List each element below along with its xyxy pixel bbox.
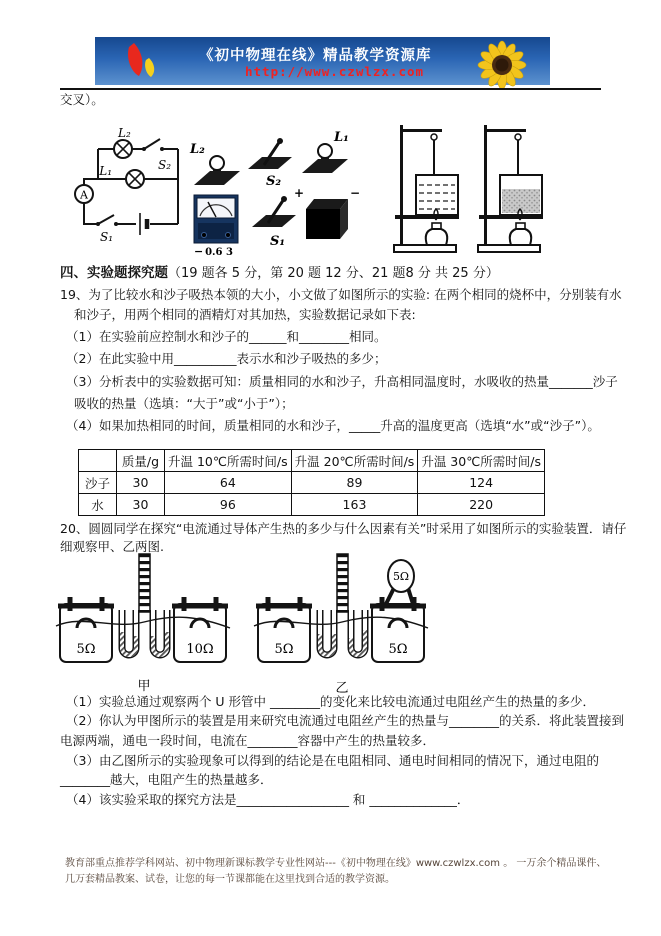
thermometer-icon	[515, 134, 521, 140]
table-header-cell: 质量/g	[117, 450, 165, 472]
ammeter-scale-label: 0.6 3	[205, 247, 233, 258]
section-heading	[60, 265, 499, 281]
q20-intro-line2: 细观察甲、乙两图.	[60, 539, 164, 554]
component-label-s2: S₂	[266, 174, 282, 189]
u-tube	[153, 610, 167, 655]
section-heading-score: （19 题各 5 分，第 20 题 12 分、21 题8 分 共 25 分）	[168, 266, 499, 281]
heating-stands-figure	[392, 117, 550, 255]
table-cell: 124	[418, 472, 545, 494]
q19-intro-line2: 和沙子，用两个相同的酒精灯对其加热，实验数据记录如下表:	[74, 307, 416, 322]
external-resistor	[386, 560, 414, 604]
ammeter-symbol-label: A	[80, 188, 88, 202]
table-header-cell: 升温 10℃所需时间/s	[165, 450, 292, 472]
components-figure	[186, 127, 361, 259]
table-header-row	[79, 450, 545, 472]
q20-intro-line1: 20、圆圆同学在探究“电流通过导体产生热的多少与什么因素有关”时采用了如图所示的实验装置．请仔	[60, 521, 627, 536]
table-header-cell	[79, 450, 117, 472]
component-label-s1: S₁	[270, 234, 286, 249]
caption-jia: 甲	[137, 679, 151, 694]
caption-yi: 乙	[335, 681, 349, 696]
thermometer-icon	[431, 134, 437, 140]
table-cell: 30	[117, 494, 165, 516]
data-table	[78, 449, 545, 516]
sunflower-icon	[468, 39, 548, 85]
circuit-label-l1: L₁	[99, 164, 112, 178]
resistor-coil-icon	[275, 619, 293, 628]
q19-item3-line1: （3）分析表中的实验数据可知：质量相同的水和沙子，升高相同温度时，水吸收的热量_______沙子	[66, 374, 618, 389]
site-banner	[95, 37, 550, 85]
u-tube	[320, 610, 334, 655]
banner-title: 《初中物理在线》精品教学资源库	[199, 48, 432, 64]
battery-plus-label: +	[293, 186, 304, 200]
table-cell: 水	[79, 494, 117, 516]
component-label-l2: L₂	[190, 142, 205, 157]
u-tube	[351, 610, 365, 655]
table-row	[79, 472, 545, 494]
table-row	[79, 494, 545, 516]
circuit-label-s1: S₁	[100, 230, 114, 244]
table-cell: 沙子	[79, 472, 117, 494]
resistor-value-label: 10Ω	[186, 642, 214, 657]
lamp-icon	[302, 144, 348, 173]
q19-intro-line1: 19、为了比较水和沙子吸热本领的大小，小文做了如图所示的实验: 在两个相同的烧杯中，分别装有水	[60, 287, 622, 302]
apparatus-yi	[254, 554, 428, 696]
q19-item3-line2: 吸收的热量（选填：“大于”或“小于”）；	[74, 396, 294, 411]
lamp-icon	[194, 156, 240, 185]
resistor-value-label: 5Ω	[392, 570, 410, 583]
switch-icon	[248, 138, 292, 169]
q20-item3-line1: （3）由乙图所示的实验现象可以得到的结论是在电阻相同、通电时间相同的情况下，通过电阻的	[66, 753, 599, 768]
q19-item2: （2）在此实验中用__________表示水和沙子吸热的多少；	[66, 351, 387, 366]
battery-minus-label: −	[350, 186, 361, 200]
apparatus-jia	[56, 554, 230, 694]
resistor-value-label: 5Ω	[388, 642, 408, 657]
q19-item4: （4）如果加热相同的时间，质量相同的水和沙子，_____升高的温度更高（选填“水”或“沙子”）。	[66, 418, 600, 433]
stand-water	[394, 125, 459, 252]
table-cell: 220	[418, 494, 545, 516]
component-label-l1: L₁	[334, 130, 349, 145]
switch-icon	[252, 196, 296, 227]
ladder-chain	[337, 554, 348, 612]
table-cell: 163	[291, 494, 418, 516]
table-header-cell: 升温 30℃所需时间/s	[418, 450, 545, 472]
table-cell: 64	[165, 472, 292, 494]
header-rule	[60, 88, 601, 90]
resistor-coil-icon	[77, 619, 95, 628]
q20-item1: （1）实验总通过观察两个 U 形管中 ________的变化来比较电流通过电阻丝产生的热量的多少．	[66, 694, 596, 709]
table-cell: 89	[291, 472, 418, 494]
resistor-value-label: 5Ω	[274, 642, 294, 657]
ammeter-minus-label: −	[194, 245, 204, 258]
circuit-label-s2: S₂	[158, 158, 172, 172]
ammeter-icon	[194, 195, 238, 243]
q20-item4: （4）该实验采取的探究方法是__________________ 和 ______________．	[66, 792, 470, 807]
stand-sand	[478, 125, 543, 252]
q20-item3-line2: ________越大，电阻产生的热量越多．	[60, 772, 273, 787]
top-text: 交叉）。	[60, 92, 104, 107]
table-header-cell: 升温 20℃所需时间/s	[291, 450, 418, 472]
banner-url-link[interactable]: http://www.czwlzx.com	[245, 64, 425, 79]
resistor-value-label: 5Ω	[76, 642, 96, 657]
table-cell: 30	[117, 472, 165, 494]
footer-line2: 几万套精品教案、试卷，让您的每一节课都能在这里找到合适的教学资源。	[65, 874, 395, 885]
circuit-label-l2: L₂	[118, 126, 131, 140]
table-cell: 96	[165, 494, 292, 516]
footer-line1: 教育部重点推荐学科网站、初中物理新课标教学专业性网站---《初中物理在线》www.czwlzx.com 。 一万余个精品课件、	[65, 858, 607, 869]
ladder-chain	[139, 554, 150, 612]
u-tube	[122, 610, 136, 655]
battery-icon	[306, 199, 348, 239]
q19-item1: （1）在实验前应控制水和沙子的______和________相同。	[66, 329, 387, 344]
q20-item2-line1: （2）你认为甲图所示的装置是用来研究电流通过电阻丝产生的热量与________的关系．将此装置接到	[66, 713, 624, 728]
q20-item2-line2: 电源两端，通电一段时间，电流在________容器中产生的热量较多．	[60, 733, 436, 748]
section-heading-title: 四、实验题探究题	[60, 265, 168, 281]
banner-logo-icon	[119, 39, 163, 83]
joule-heating-apparatus-figure	[58, 554, 428, 694]
